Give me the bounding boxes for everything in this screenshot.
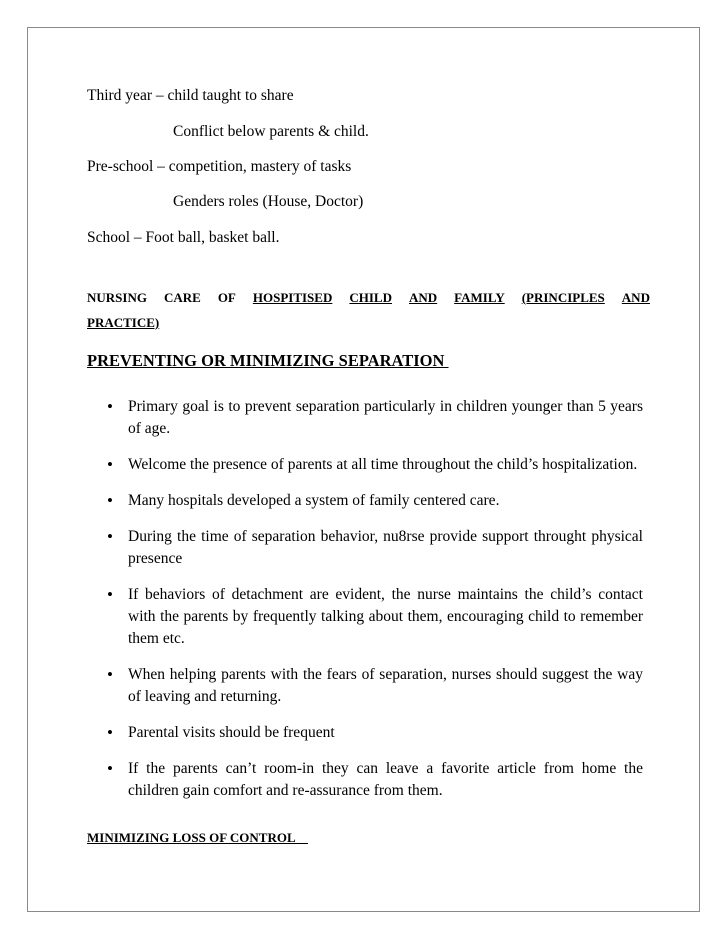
heading-word: NURSING [87,290,147,305]
heading-word: OF [217,290,236,305]
heading-word-underlined: HOSPITISED [252,290,333,305]
bullet-item: • When helping parents with the fears of separation, nurses should suggest the way of leaving and returning. [107,664,643,708]
nursing-care-heading-line1 [87,288,650,308]
bottom-heading: MINIMIZING LOSS OF CONTROL [87,830,308,845]
bullet-item: • If the parents can’t room-in they can leave a favorite article from home the children gain comfort and re-assurance from them. [107,758,643,802]
bullet-list [107,396,643,816]
heading-word: CARE [163,290,201,305]
nursing-care-heading [87,288,650,333]
heading-word-underlined: FAMILY [454,290,505,305]
bullet-item: • If behaviors of detachment are evident, the nurse maintains the child’s contact with the parents by frequently talking about them, encouraging child to remember them etc. [107,584,643,650]
intro-line-indented: Genders roles (House, Doctor) [173,193,364,210]
section-heading: PREVENTING OR MINIMIZING SEPARATION [87,351,449,370]
intro-line: School – Foot ball, basket ball. [87,229,280,246]
bullet-item: • Many hospitals developed a system of family centered care. [107,490,643,512]
intro-line: Pre-school – competition, mastery of tasks [87,158,352,175]
bullet-item: • Primary goal is to prevent separation particularly in children younger than 5 years of age. [107,396,643,440]
bullet-item: • During the time of separation behavior, nu8rse provide support throught physical presence [107,526,643,570]
bullet-item: • Parental visits should be frequent [107,722,643,744]
nursing-care-heading-line2: PRACTICE) [87,315,160,330]
heading-word-underlined: CHILD [349,290,392,305]
bullet-item: • Welcome the presence of parents at all time throughout the child’s hospitalization. [107,454,643,476]
heading-word-underlined: AND [408,290,438,305]
heading-word-underlined: AND [621,290,650,305]
intro-line-indented: Conflict below parents & child. [173,123,369,140]
intro-line: Third year – child taught to share [87,87,294,104]
heading-word-underlined: (PRINCIPLES [521,290,605,305]
